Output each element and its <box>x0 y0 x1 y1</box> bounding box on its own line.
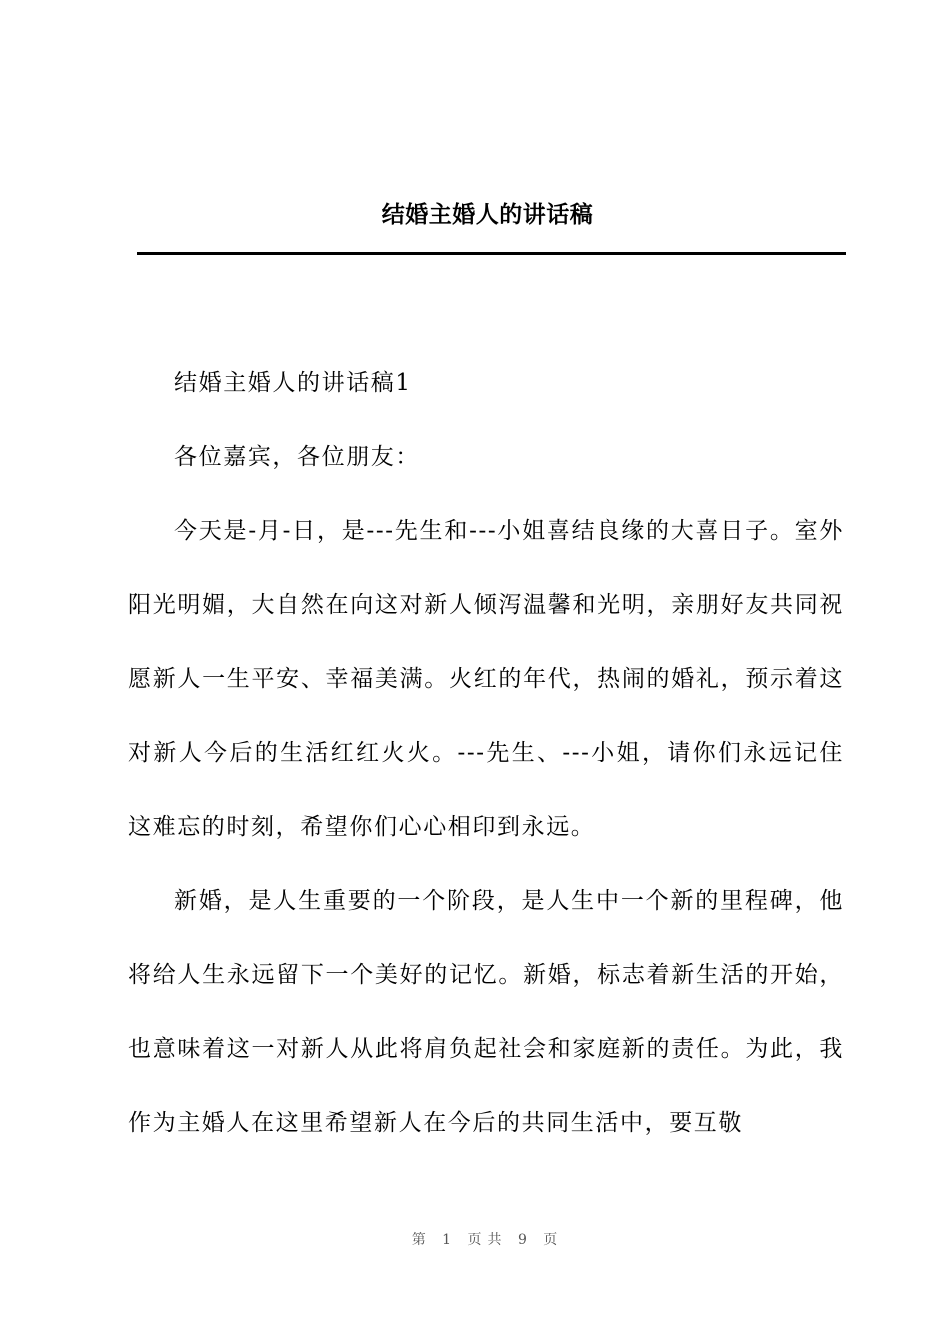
salutation-paragraph: 各位嘉宾，各位朋友： <box>174 444 420 470</box>
body-paragraph: 新婚，是人生重要的一个阶段，是人生中一个新的里程碑，他将给人生永远留下一个美好的记忆。新婚，标志着新生活的开始，也意味着这一对新人从此将肩负起社会和家庭新的责任。为此，我作为主婚人在这里希望新人在今后的共同生活中，要互敬 <box>128 888 844 1136</box>
title-underline <box>137 252 846 255</box>
body-paragraph: 今天是-月-日，是---先生和---小姐喜结良缘的大喜日子。室外阳光明媚，大自然在向这对新人倾泻温馨和光明，亲朋好友共同祝愿新人一生平安、幸福美满。火红的年代，热闹的婚礼，预示着这对新人今后的生活红红火火。---先生、---小姐，请你们永远记住这难忘的时刻，希望你们心心相印到永远。 <box>128 518 844 840</box>
document-title: 结婚主婚人的讲话稿 <box>381 201 594 228</box>
page-number: 第 1 页共 9 页 <box>411 1232 564 1248</box>
document-body <box>128 346 844 1160</box>
section-heading: 结婚主婚人的讲话稿1 <box>174 370 412 396</box>
